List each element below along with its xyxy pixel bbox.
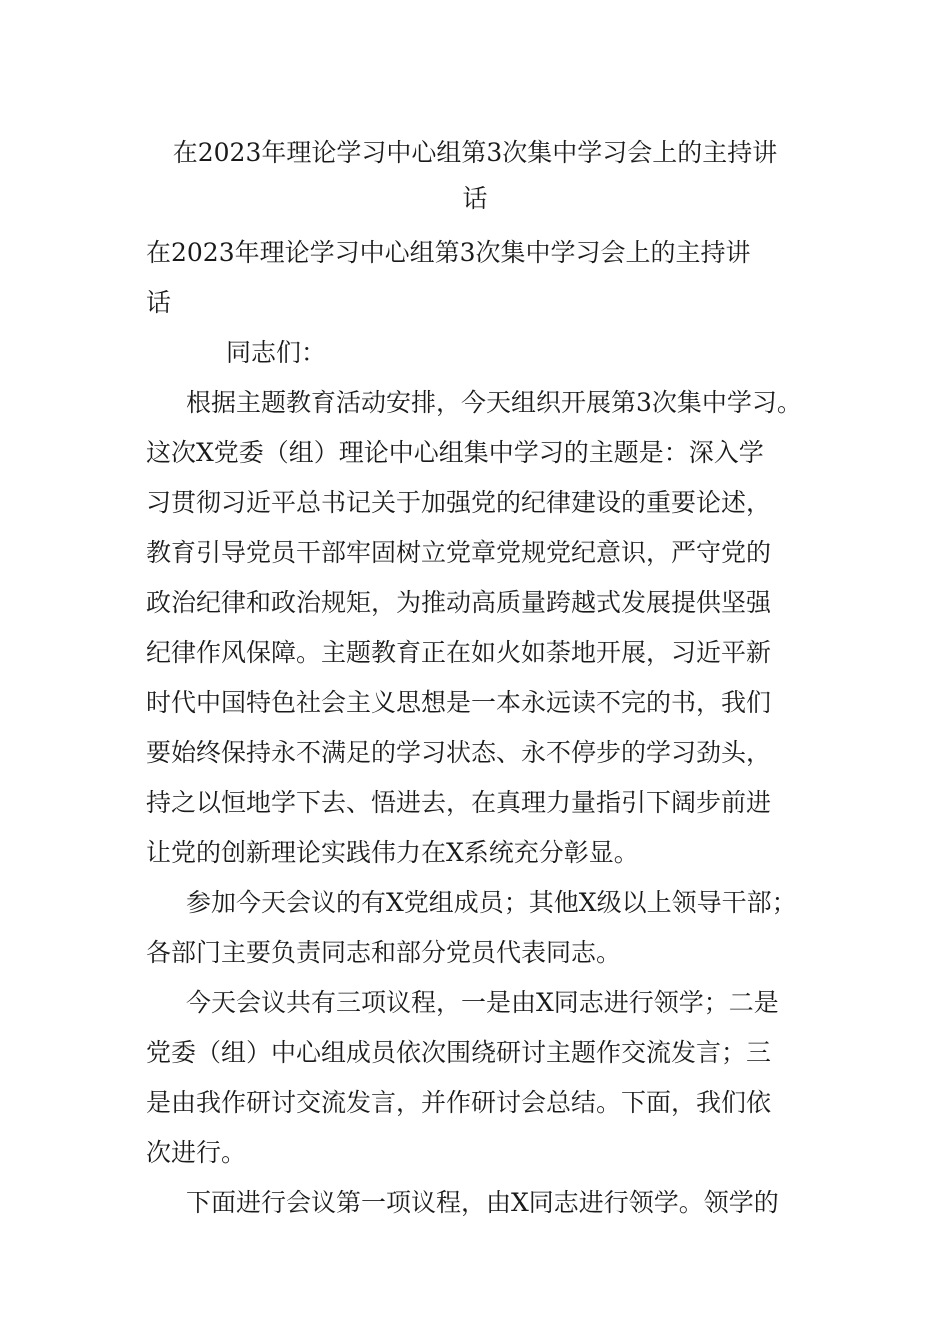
body-line: 时代中国特色社会主义思想是一本永远读不完的书，我们 [146, 688, 772, 717]
body-line: 参加今天会议的有X党组成员；其他X级以上领导干部； [186, 888, 797, 917]
body-line: 教育引导党员干部牢固树立党章党规党纪意识，严守党的 [146, 538, 772, 567]
body-line: 纪律作风保障。主题教育正在如火如荼地开展，习近平新 [146, 638, 772, 667]
title-line-1: 在2023年理论学习中心组第3次集中学习会上的主持讲 [172, 138, 778, 167]
body-line: 是由我作研讨交流发言，并作研讨会总结。下面，我们依 [146, 1088, 772, 1117]
body-line: 要始终保持永不满足的学习状态、永不停步的学习劲头， [146, 738, 772, 767]
document-title [140, 130, 810, 222]
body-line: 习贯彻习近平总书记关于加强党的纪律建设的重要论述， [146, 488, 772, 517]
body-line: 让党的创新理论实践伟力在X系统充分彰显。 [146, 838, 639, 867]
body-line: 党委（组）中心组成员依次围绕研讨主题作交流发言；三 [146, 1038, 772, 1067]
body-line: 政治纪律和政治规矩，为推动高质量跨越式发展提供坚强 [146, 588, 772, 617]
body-line: 话 [146, 288, 172, 317]
body-line: 这次X党委（组）理论中心组集中学习的主题是：深入学 [146, 438, 764, 467]
body-line: 下面进行会议第一项议程，由X同志进行领学。领学的 [186, 1188, 779, 1217]
body-line: 根据主题教育活动安排，今天组织开展第3次集中学习。 [186, 388, 802, 417]
document-body [146, 228, 826, 1228]
body-line: 在2023年理论学习中心组第3次集中学习会上的主持讲 [146, 238, 751, 267]
body-line: 持之以恒地学下去、悟进去，在真理力量指引下阔步前进 [146, 788, 772, 817]
body-line: 各部门主要负责同志和部分党员代表同志。 [146, 938, 622, 967]
body-line: 次进行。 [146, 1138, 247, 1167]
salutation: 同志们： [226, 338, 327, 367]
title-line-2: 话 [462, 184, 488, 213]
body-line: 今天会议共有三项议程，一是由X同志进行领学；二是 [186, 988, 779, 1017]
